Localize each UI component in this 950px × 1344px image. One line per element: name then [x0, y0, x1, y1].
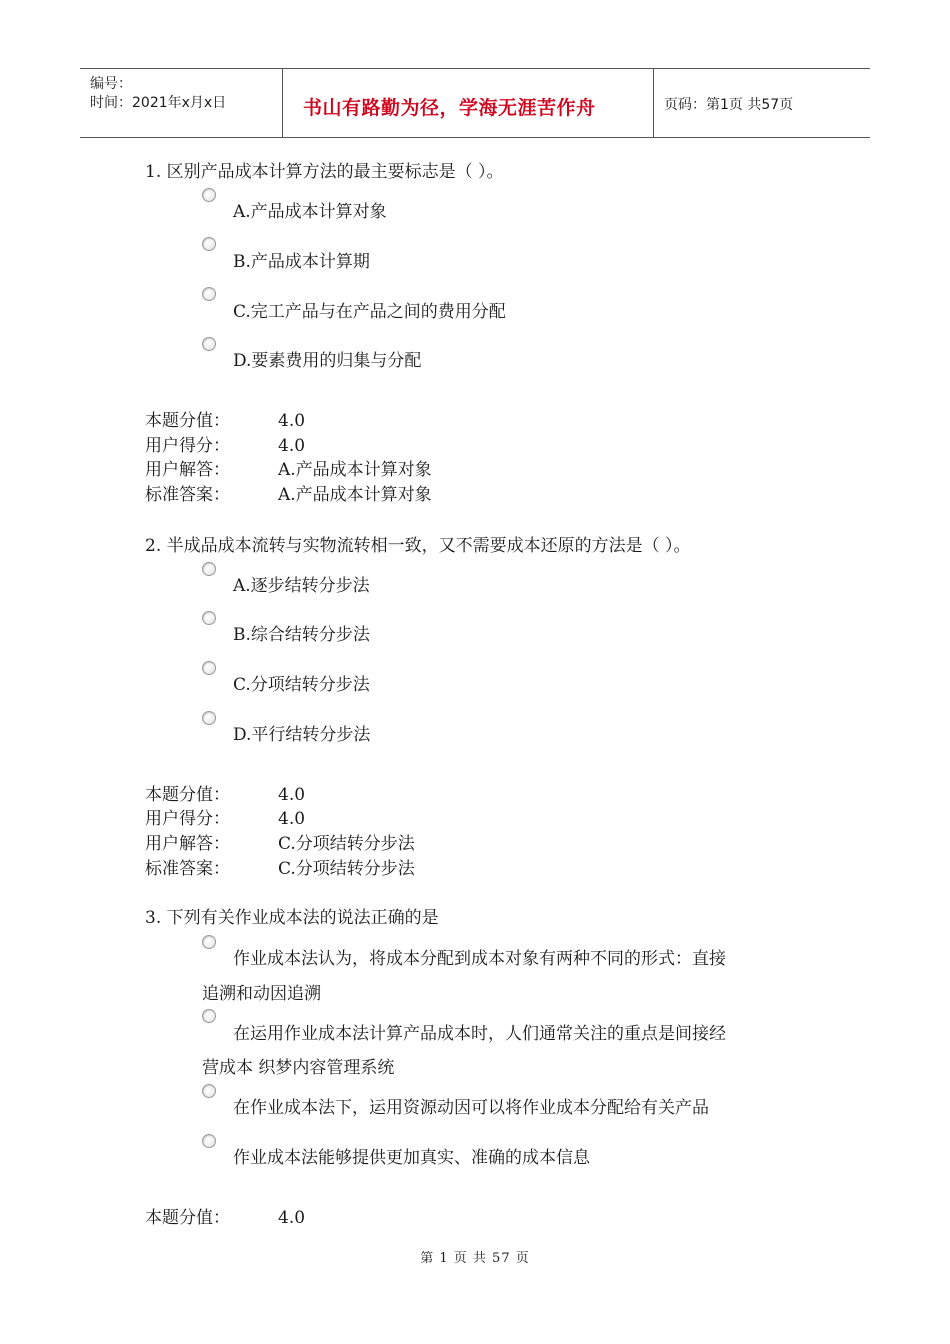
document-header: [80, 68, 870, 138]
question-2-option-a-radio[interactable]: [202, 562, 216, 576]
question-2-user-score-value: 4.0: [278, 809, 306, 829]
question-2-standard-answer-value: C.分项结转分步法: [278, 859, 415, 879]
question-2-option-b-radio[interactable]: [202, 611, 216, 625]
question-2-score-value: 4.0: [278, 785, 306, 805]
question-3-option-b-line2: 营成本 织梦内容管理系统: [202, 1058, 395, 1078]
question-2-score-label: 本题分值：: [145, 785, 230, 805]
question-3-stem: 3. 下列有关作业成本法的说法正确的是: [145, 908, 439, 928]
motto-text: 书山有路勤为径，学海无涯苦作舟: [303, 97, 596, 119]
question-1-option-a-radio[interactable]: [202, 188, 216, 202]
question-1-user-answer-label: 用户解答：: [145, 460, 230, 480]
question-2-user-answer-label: 用户解答：: [145, 834, 230, 854]
question-3-option-d-radio[interactable]: [202, 1134, 216, 1148]
question-1-score-label: 本题分值：: [145, 411, 230, 431]
page-footer: 第 1 页 共 57 页: [420, 1251, 530, 1266]
question-2-option-b-label: B.综合结转分步法: [233, 625, 370, 645]
question-2-standard-answer-label: 标准答案：: [145, 859, 230, 879]
question-1-option-a-label: A.产品成本计算对象: [233, 202, 387, 222]
question-3-option-c-radio[interactable]: [202, 1084, 216, 1098]
question-3-option-a-line2: 追溯和动因追溯: [202, 984, 321, 1004]
question-1-option-c-radio[interactable]: [202, 287, 216, 301]
page-info-cell: [654, 69, 870, 137]
question-1-option-d-label: D.要素费用的归集与分配: [233, 351, 422, 371]
question-3-score-label: 本题分值：: [145, 1208, 230, 1228]
question-1-option-c-label: C.完工产品与在产品之间的费用分配: [233, 302, 506, 322]
question-3-option-c-line1: 在作业成本法下，运用资源动因可以将作业成本分配给有关产品: [233, 1098, 709, 1118]
question-2-option-d-radio[interactable]: [202, 711, 216, 725]
question-2-user-score-label: 用户得分：: [145, 809, 230, 829]
question-2-option-c-label: C.分项结转分步法: [233, 675, 370, 695]
question-3-option-a-line1: 作业成本法认为，将成本分配到成本对象有两种不同的形式：直接: [233, 949, 726, 969]
question-1-standard-answer-value: A.产品成本计算对象: [278, 485, 432, 505]
number-label: 编号：: [90, 76, 132, 92]
question-2-option-c-radio[interactable]: [202, 661, 216, 675]
header-meta-cell: [80, 69, 283, 137]
question-3-option-b-line1: 在运用作业成本法计算产品成本时，人们通常关注的重点是间接经: [233, 1024, 726, 1044]
question-3-option-b-radio[interactable]: [202, 1009, 216, 1023]
question-2-user-answer-value: C.分项结转分步法: [278, 834, 415, 854]
question-3-option-d-line1: 作业成本法能够提供更加真实、准确的成本信息: [233, 1148, 590, 1168]
question-3-score-value: 4.0: [278, 1208, 306, 1228]
question-1-standard-answer-label: 标准答案：: [145, 485, 230, 505]
question-1-user-answer-value: A.产品成本计算对象: [278, 460, 432, 480]
question-1-option-d-radio[interactable]: [202, 337, 216, 351]
time-label: 时间：2021年x月x日: [90, 95, 227, 111]
motto-cell: [283, 69, 654, 137]
question-2-stem: 2. 半成品成本流转与实物流转相一致，又不需要成本还原的方法是（ ）。: [145, 536, 691, 556]
question-2-option-d-label: D.平行结转分步法: [233, 725, 371, 745]
question-1-option-b-label: B.产品成本计算期: [233, 252, 370, 272]
question-1-option-b-radio[interactable]: [202, 237, 216, 251]
question-1-user-score-value: 4.0: [278, 436, 306, 456]
question-1-user-score-label: 用户得分：: [145, 436, 230, 456]
question-1-score-value: 4.0: [278, 411, 306, 431]
page-info: 页码：第1页 共57页: [664, 97, 794, 113]
question-3-option-a-radio[interactable]: [202, 935, 216, 949]
question-1-stem: 1. 区别产品成本计算方法的最主要标志是（ ）。: [145, 162, 504, 182]
question-2-option-a-label: A.逐步结转分步法: [233, 576, 370, 596]
